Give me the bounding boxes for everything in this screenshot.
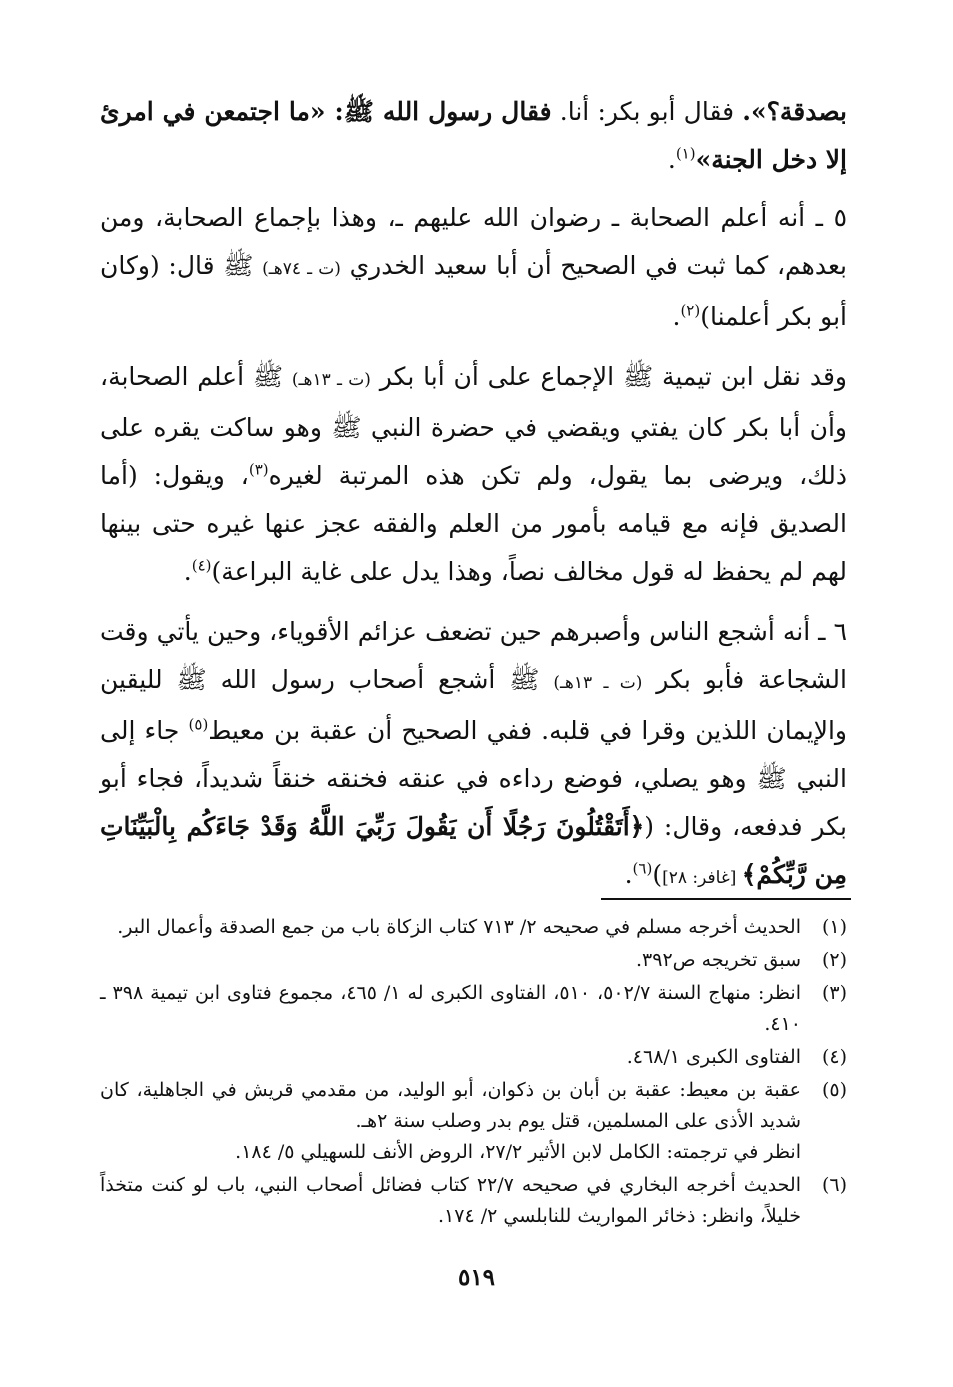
footnote-number: (٢) [821,949,847,971]
footnote-3 [100,978,847,1040]
footnote-5 [100,1075,847,1168]
p4-end: . [624,860,633,889]
footnote-text [100,978,801,1040]
p4-text-d: ) [652,860,663,889]
footnote-number: (٦) [821,1174,847,1196]
footnote-ref-3[interactable]: (٣) [248,460,269,479]
p4-text-b: ﷺ أشجع أصحاب رسول الله ﷺ لليقين والإيمان اللذين وقرا في قلبه. ففي الصحيح أن عقبة بن معيط [100,665,847,745]
footnote-ref-1[interactable]: (١) [675,144,696,163]
footnote-ref-5[interactable]: (٥) [188,715,209,734]
quran-verse: ﴿أَتَقْتُلُونَ رَجُلًا أَن يَقُولَ رَبِّيَ اللَّهُ وَقَدْ جَاءَكُم بِالْبَيِّنَاتِ مِن رَّبِّكُمْ﴾ [100,812,847,889]
p3-end: . [183,557,192,586]
p3-text-a: وقد نقل ابن تيمية ﷺ الإجماع على أن أبا بكر [370,362,847,391]
p2-date: (ت ـ ٧٤هـ) [262,259,341,279]
p1-text-b: فقال أبو بكر: أنا. [551,97,743,126]
footnote-number: (٥) [821,1079,847,1101]
paragraph-2 [100,194,847,341]
footnote-divider [601,898,851,900]
p2-text-a: ٥ ـ أنه أعلم الصحابة ـ رضوان الله عليهم ـ، وهذا بإجماع الصحابة، ومن بعدهم، كما ثبت في الصحيح أن أبا سعيد الخدري [100,203,847,280]
verse-reference: [غافر: ٢٨] [662,868,742,888]
p3-text-c: ، ويقول: (أما الصديق فإنه مع قيامه بأمور من العلم والفقه عجز عنها غيره حتى بينها لهم لم يحفظ له قول مخالف نصاً، وهذا يدل على غاية البراعة) [100,461,847,586]
p1-hadith: فقال رسول الله ﷺ: «ما اجتمعن في امرئ إلا دخل الجنة» [100,97,847,174]
paragraph-3 [100,353,847,596]
footnote-6 [100,1170,847,1232]
footnote-ref-4[interactable]: (٤) [191,556,212,575]
p4-date: (ت ـ ١٣هـ) [553,673,643,693]
main-text [100,88,847,914]
footnote-line: الفتاوى الكبرى ٤٦٨/١. [626,1046,801,1068]
footnote-line: الحديث أخرجه البخاري في صحيحه ٢٢/٧ كتاب فضائل أصحاب النبي، باب لو كنت متخذاً خليلاً، وانظر: ذخائر المواريث للنابلسي ٢/ ١٧٤. [100,1174,801,1227]
footnote-2 [100,945,847,976]
footnote-line: عقبة بن معيط: عقبة بن أبان بن ذكوان، أبو الوليد، من مقدمي قريش في الجاهلية، كان شديد الأذى على المسلمين، قتل يوم بدر وصلب سنة ٢هـ. [100,1079,801,1132]
p1-end: . [667,145,676,174]
p4-text-c: جاء إلى النبي ﷺ وهو يصلي، فوضع رداءه في عنقه فخنقه خنقاً شديداً، فجاء أبو بكر فدفعه، وقال: ( [100,716,847,841]
footnote-text [100,1170,801,1232]
footnote-number: (١) [821,916,847,938]
footnote-line: انظر في ترجمته: الكامل لابن الأثير ٢٧/٢، الروض الأنف للسهيلي ٥/ ١٨٤. [235,1141,801,1163]
p2-text-b: ﷺ قال: (وكان أبو بكر أعلمنا) [100,251,847,331]
paragraph-1 [100,88,847,184]
footnotes [100,912,847,1234]
p2-end: . [672,302,681,331]
paragraph-4 [100,608,847,902]
footnote-4 [100,1042,847,1073]
page-number: ٥١٩ [457,1264,496,1291]
footnote-line: الحديث أخرجه مسلم في صحيحه ٢/ ٧١٣ كتاب الزكاة باب من جمع الصدقة وأعمال البر. [117,916,801,938]
footnote-text [100,912,801,943]
footnote-line: سبق تخريجه ص٣٩٢. [636,949,801,971]
p3-text-b: ﷺ أعلم الصحابة، وأن أبا بكر كان يفتي ويقضي في حضرة النبي ﷺ وهو ساكت يقره على ذلك، ويرضى بما يقول، ولم تكن هذه المرتبة لغيره [100,362,847,490]
footnote-text [100,1075,801,1168]
footnote-text [100,945,801,976]
p1-text-a: بصدقة؟». [742,97,847,126]
p3-date: (ت ـ ١٣هـ) [291,370,371,390]
p4-text-a: ٦ ـ أنه أشجع الناس وأصبرهم حين تضعف عزائم الأقوياء، وحين يأتي وقت الشجاعة فأبو بكر [100,617,847,694]
footnote-number: (٤) [821,1046,847,1068]
footnote-number: (٣) [821,982,847,1004]
footnote-line: انظر: منهاج السنة ٥٠٢/٧، ٥١٠، الفتاوى الكبرى له ١/ ٤٦٥، مجموع فتاوى ابن تيمية ٣٩٨ ـ ٤١٠. [100,982,801,1035]
footnote-ref-6[interactable]: (٦) [632,859,653,878]
footnote-text [100,1042,801,1073]
footnote-1 [100,912,847,943]
footnote-ref-2[interactable]: (٢) [680,301,701,320]
